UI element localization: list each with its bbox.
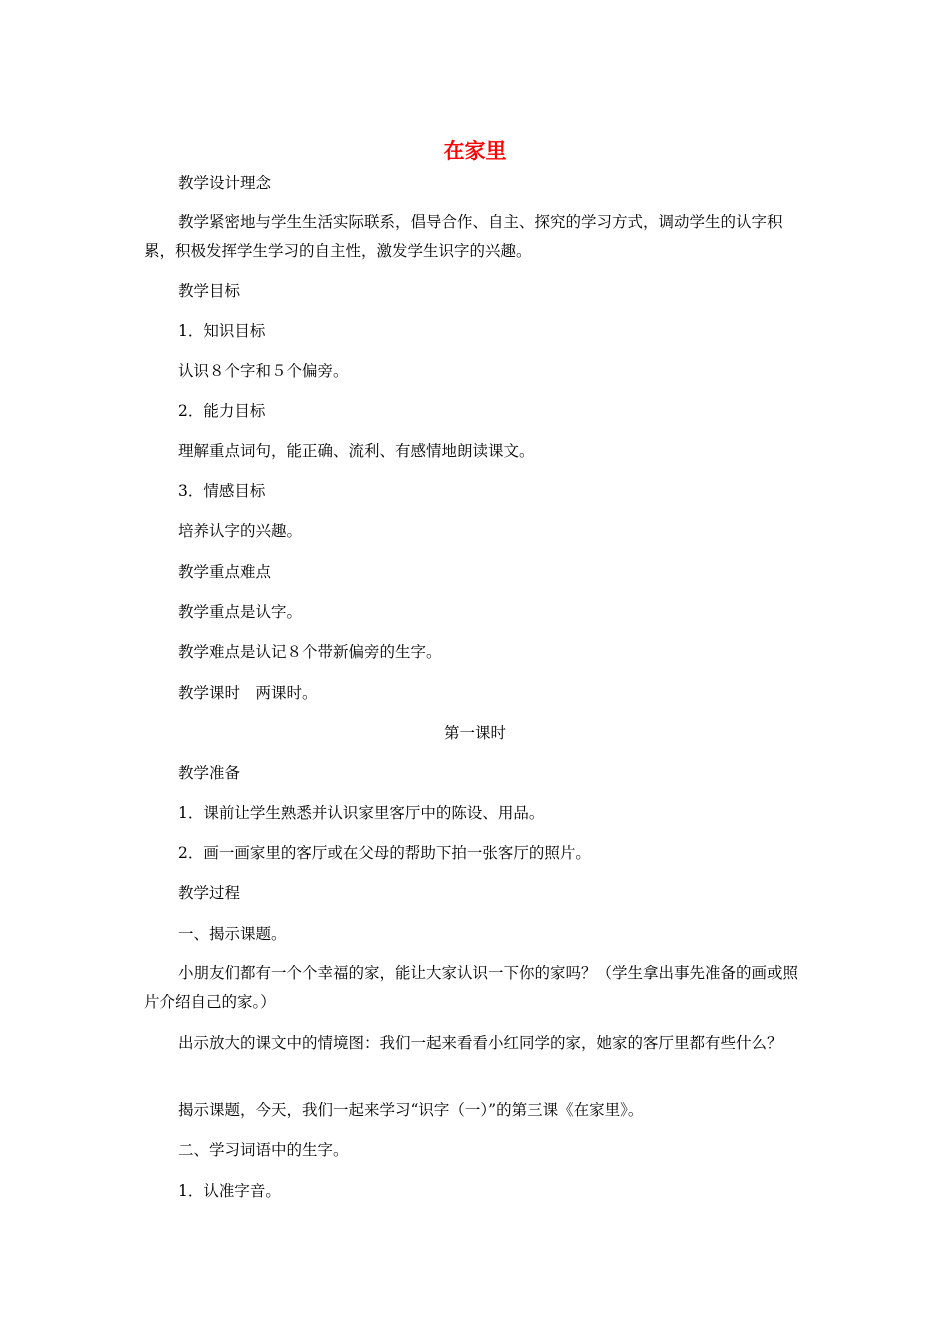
key-point-text: 教学重点是认字。 [178,603,303,621]
heading-preparation: 教学准备 [178,764,241,782]
heading-process: 教学过程 [178,884,241,902]
goal-knowledge-text: 认识８个字和５个偏旁。 [178,362,349,380]
process-step-2-heading: 二、学习词语中的生字。 [178,1141,349,1159]
goal-ability-text: 理解重点词句，能正确、流利、有感情地朗读课文。 [178,442,535,460]
paragraph-design-concept: 教学紧密地与学生生活实际联系，倡导合作、自主、探究的学习方式，调动学生的认字积累，积极发挥学生学习的自主性，激发学生识字的兴趣。 [144,213,783,260]
process-step-1-heading: 一、揭示课题。 [178,925,287,943]
process-step-2-item-1: 1．认准字音。 [178,1182,281,1200]
paragraph-introduce-home: 小朋友们都有一个个幸福的家，能让大家认识一下你的家吗？（学生拿出事先准备的画或照片介绍自己的家。） [144,964,799,1011]
goal-emotion-text: 培养认字的兴趣。 [178,522,303,540]
goal-ability-heading: 2．能力目标 [178,402,266,420]
heading-design-concept: 教学设计理念 [178,174,272,192]
paragraph-show-picture: 出示放大的课文中的情境图：我们一起来看看小红同学的家，她家的客厅里都有些什么？ [178,1034,783,1052]
paragraph-reveal-title: 揭示课题，今天，我们一起来学习“识字（一）”的第三课《在家里》。 [178,1101,644,1119]
class-hours-text: 教学课时 两课时。 [178,684,318,702]
goal-emotion-heading: 3．情感目标 [178,482,266,500]
preparation-item-1: 1．课前让学生熟悉并认识家里客厅中的陈设、用品。 [178,804,545,822]
section-first-lesson: 第一课时 [443,724,506,742]
document-title: 在家里 [443,139,507,163]
difficult-point-text: 教学难点是认记８个带新偏旁的生字。 [178,643,442,661]
preparation-item-2: 2．画一画家里的客厅或在父母的帮助下拍一张客厅的照片。 [178,844,591,862]
heading-teaching-goals: 教学目标 [178,282,241,300]
heading-key-points: 教学重点难点 [178,563,272,581]
goal-knowledge-heading: 1．知识目标 [178,322,266,340]
